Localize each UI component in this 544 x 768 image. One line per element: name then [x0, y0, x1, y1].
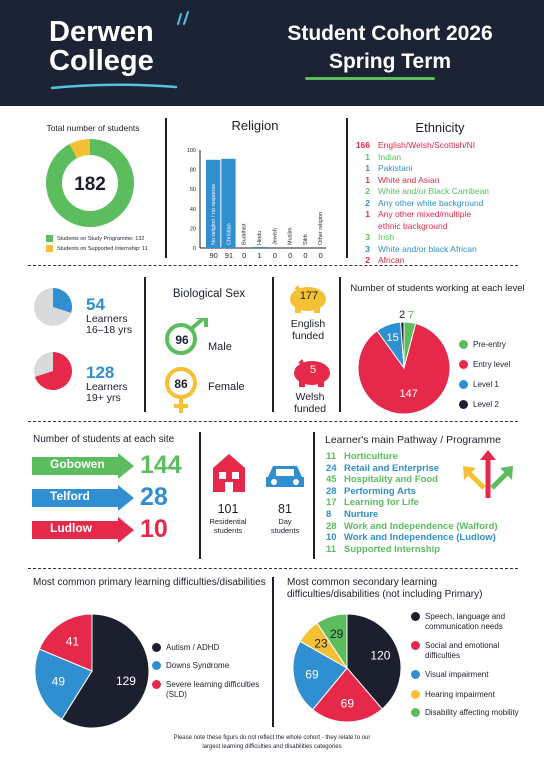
primary-legend-label: Severe learning difficulties (SLD): [166, 680, 260, 699]
levels-legend-label: Level 1: [473, 380, 499, 389]
pathway-row: [326, 451, 398, 462]
pathway-count: 24: [326, 462, 337, 474]
secondary-legend-label: Hearing impairment: [425, 690, 495, 699]
y-tick-label: 20: [189, 226, 196, 233]
ethnicity-count: 2: [365, 255, 370, 265]
primary-legend-label: Autism / ADHD: [166, 643, 220, 652]
religion-value-label: 0: [272, 251, 277, 260]
secondary-legend-label: Speech, language and communication needs: [425, 612, 506, 631]
ethnicity-count: 2: [365, 197, 370, 208]
divider: [272, 577, 274, 727]
ethnicity-label: Irish: [378, 232, 395, 242]
level-1-value-label: 15: [386, 331, 399, 344]
pathway-row: [326, 486, 416, 497]
levels-title: Number of students working at each level: [350, 283, 525, 294]
levels-legend-label: Level 2: [473, 400, 499, 409]
header: [0, 0, 544, 106]
religion-bar: [252, 247, 266, 248]
age-old-value: 128: [86, 363, 115, 382]
pathway-count: 8: [326, 509, 332, 520]
english-label: English funded: [290, 318, 326, 342]
ethnicity-label: White and Asian: [378, 174, 440, 185]
slcn-value-label: 120: [370, 648, 391, 663]
day-label: Day students: [270, 517, 300, 535]
ethnicity-label: English/Welsh/Scottish/NI: [378, 140, 476, 150]
ethnicity-count: 1: [365, 209, 370, 219]
pathway-count: 17: [326, 497, 337, 509]
ethnicity-row: [348, 163, 413, 173]
sld-value-label: 41: [65, 634, 80, 649]
divider: [199, 432, 201, 559]
residential-house-icon: [211, 452, 247, 494]
religion-category-label: Jewish: [272, 228, 279, 245]
pathway-row: [326, 474, 438, 485]
residential-label: Residential students: [209, 517, 247, 535]
english-value: 177: [299, 290, 319, 302]
ethnicity-row: [348, 244, 477, 254]
secondary-legend-label: Social and emotional difficulties: [425, 641, 500, 660]
total-donut: [44, 137, 136, 229]
site-value: 28: [140, 483, 168, 511]
pre-entry-value-label: 7: [407, 309, 414, 322]
level-2-value-label: 2: [398, 309, 406, 322]
ethnicity-row: [348, 232, 394, 242]
site-value: 144: [140, 451, 182, 479]
site-name: Gobowen: [50, 457, 105, 471]
divider: [144, 277, 146, 412]
female-icon: [163, 366, 199, 416]
religion-value-label: 1: [257, 251, 262, 260]
pathway-title: Learner's main Pathway / Programme: [325, 434, 501, 446]
secondary-title: Most common secondary learning difficulties/disabilities (not including Primary): [287, 577, 483, 600]
age-old-label: Learners 19+ yrs: [86, 381, 128, 404]
pathway-count: 45: [326, 474, 337, 486]
pathway-label: Learning for Life: [344, 497, 419, 509]
pathway-label: Performing Arts: [344, 485, 416, 497]
secondary-legend-swatch: [411, 612, 420, 621]
pathway-count: 11: [326, 451, 337, 462]
ethnicity-label: Pakistani: [378, 163, 413, 173]
female-value: 86: [174, 377, 188, 391]
site-name: Ludlow: [50, 521, 92, 535]
y-tick-label: 40: [189, 206, 196, 213]
divider: [28, 568, 518, 569]
pathway-row: [326, 509, 378, 520]
downs-syndrome-value-label: 49: [51, 674, 66, 689]
y-tick-label: 60: [189, 187, 196, 194]
divider: [165, 118, 167, 258]
age-young-pie: [33, 287, 73, 327]
pathway-count: 28: [326, 485, 337, 497]
legend-swatch-internship: [46, 245, 53, 252]
religion-category-label: No religion / no response: [211, 183, 218, 245]
ethnicity-count: 1: [365, 174, 370, 185]
primary-legend-swatch: [152, 643, 161, 652]
religion-value-label: 0: [288, 251, 293, 260]
pathway-label: Hospitality and Food: [344, 474, 438, 486]
ethnicity-count: 1: [365, 151, 370, 162]
spark-icon: [176, 10, 190, 26]
secondary-legend-label: Visual impairment: [425, 670, 489, 679]
ethnicity-row: [348, 140, 475, 150]
ethnicity-count: 2: [365, 186, 370, 196]
primary-legend-swatch: [152, 680, 161, 689]
ethnicity-label-cont: ethnic background: [378, 220, 448, 231]
primary-pie: [33, 612, 151, 730]
ethnicity-count: 3: [365, 232, 370, 242]
sites-title: Number of students at each site: [33, 434, 175, 445]
ethnicity-count: 3: [365, 243, 370, 254]
pathway-label: Horticulture: [344, 451, 398, 462]
levels-pie: [356, 308, 452, 422]
levels-legend-swatch: [459, 380, 468, 389]
secondary-legend-label: Disability affecting mobility: [425, 708, 519, 717]
car-icon: [264, 461, 306, 491]
ethnicity-label: White and/or black African: [378, 243, 477, 254]
age-old-pie: [33, 351, 73, 391]
levels-legend-swatch: [459, 400, 468, 409]
pathway-row: [326, 463, 439, 474]
pathway-label: Supported Internship: [344, 543, 441, 555]
ethnicity-label: Indian: [378, 151, 402, 162]
religion-value-label: 90: [209, 251, 218, 260]
levels-legend-label: Entry level: [473, 360, 511, 369]
day-value: 81: [278, 502, 292, 516]
divider: [28, 265, 518, 266]
total-title: Total number of students: [46, 123, 140, 133]
ethnicity-title: Ethnicity: [415, 120, 465, 135]
secondary-legend-swatch: [411, 670, 420, 679]
religion-value-label: 0: [303, 251, 308, 260]
age-young-value: 54: [86, 295, 105, 314]
site-name: Telford: [50, 489, 90, 503]
female-label: Female: [208, 381, 245, 393]
ethnicity-row: [348, 186, 489, 196]
hearing-impairment-value-label: 23: [314, 636, 328, 651]
ethnicity-count: 1: [365, 163, 370, 173]
mobility-value-label: 29: [329, 626, 344, 641]
ethnicity-label: Any other mixed/multiple: [378, 209, 472, 219]
religion-category-label: Other religion: [318, 211, 325, 245]
religion-category-label: Muslim: [287, 227, 294, 245]
logo-underline: [50, 80, 180, 92]
pathway-label: Nurture: [344, 509, 379, 520]
divider: [313, 432, 315, 559]
ethnicity-row: [348, 175, 439, 185]
visual-impairment-value-label: 69: [305, 667, 319, 682]
pathway-arrows-icon: [460, 448, 516, 500]
ethnicity-count: 166: [355, 140, 370, 150]
pathway-row: [326, 521, 498, 532]
ethnicity-row: [348, 198, 483, 208]
residential-value: 101: [217, 502, 239, 516]
secondary-pie: [291, 612, 403, 724]
y-tick-label: 80: [189, 167, 196, 174]
religion-value-label: 0: [242, 251, 247, 260]
secondary-legend-swatch: [411, 708, 420, 717]
religion-chart: [170, 138, 340, 260]
y-tick-label: 0: [192, 246, 196, 252]
religion-category-label: Christian: [226, 223, 233, 245]
male-label: Male: [208, 341, 232, 353]
secondary-legend-swatch: [411, 641, 420, 650]
social-emotional-value-label: 69: [340, 696, 355, 711]
religion-category-label: Hindu: [257, 230, 264, 245]
ethnicity-label: African: [378, 255, 405, 265]
primary-legend-label: Downs Syndrome: [166, 661, 230, 670]
autism-adhd-value-label: 129: [115, 673, 136, 688]
religion-value-label: 0: [318, 251, 323, 260]
religion-category-label: Buddhist: [241, 223, 248, 245]
pathway-row: [326, 544, 440, 555]
college-logo: Derwen College: [49, 16, 154, 77]
pathway-row: [326, 497, 419, 508]
page-title: Student Cohort 2026: [287, 22, 493, 45]
pathway-label: Retail and Enterprise: [344, 462, 440, 474]
male-value: 96: [175, 333, 189, 347]
secondary-legend-swatch: [411, 690, 420, 699]
welsh-value: 5: [309, 364, 317, 376]
ethnicity-label: White and/or Black Carribean: [378, 186, 490, 196]
ethnicity-row: [348, 152, 401, 162]
pathway-count: 28: [326, 520, 337, 532]
levels-legend-swatch: [459, 360, 468, 369]
sex-title: Biological Sex: [172, 288, 246, 300]
primary-legend-swatch: [152, 661, 161, 670]
legend-internship: Students on Supported Internship: 11: [57, 246, 148, 252]
ethnicity-row: [348, 209, 471, 219]
religion-value-label: 91: [224, 251, 234, 260]
pathway-label: Work and Independence (Walford): [344, 520, 498, 532]
age-young-label: Learners 16–18 yrs: [86, 313, 133, 336]
pathway-row: [326, 532, 496, 543]
primary-title: Most common primary learning difficulties/disabilities: [33, 577, 266, 588]
pathway-count: 10: [326, 532, 337, 544]
legend-swatch-study: [46, 235, 53, 242]
y-tick-label: 100: [186, 148, 196, 154]
ethnicity-row: [348, 255, 404, 265]
ethnicity-label: Any other white background: [378, 197, 484, 208]
levels-legend-label: Pre-entry: [473, 340, 506, 349]
divider: [272, 277, 274, 412]
levels-legend-swatch: [459, 340, 468, 349]
subtitle-underline: [305, 77, 435, 80]
page-subtitle: Spring Term: [328, 50, 452, 73]
religion-title: Religion: [231, 118, 279, 133]
legend-study: Students on Study Programme: 132: [57, 236, 145, 242]
total-value: 182: [74, 174, 106, 195]
welsh-label: Welsh funded: [293, 391, 327, 415]
site-value: 10: [140, 515, 168, 543]
entry-level-value-label: 147: [399, 387, 418, 400]
pathway-count: 11: [326, 543, 337, 555]
religion-category-label: Sikh: [302, 234, 309, 245]
footnote: Please note these figurs do not reflect the whole cohort - they relate to our largest learning difficulties and disabilities categories: [173, 735, 371, 750]
pathway-label: Work and Independence (Ludlow): [344, 532, 496, 544]
